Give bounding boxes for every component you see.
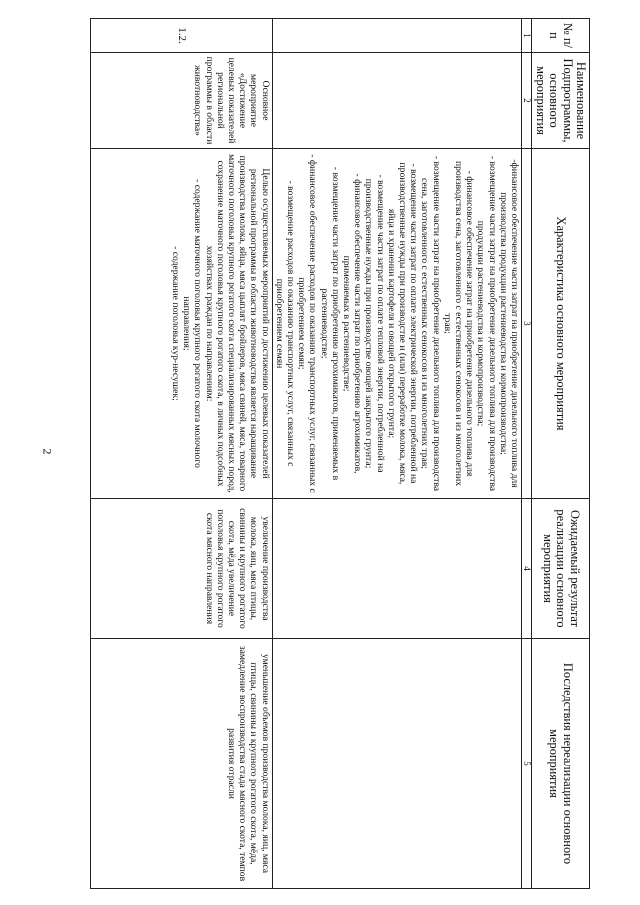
column-number: 1 — [522, 19, 532, 53]
row2-characteristic: Целью осуществляемых мероприятий по достижению целевых показателей региональной программы в области животноводства является наращивание производства молока, яйца, мяса цыплят бройлеров, мяса свиней, мяса, товарного маточного поголовья крупного рогатого скота специализированных мясных пород, сохранение маточного поголовья крупного рогатого скота, в личных подсобных хозяйствах граждан по направлениям: - содержание маточного поголовья крупного рогатого скота молочного направления; - содержание поголовья кур-несушек; — [91, 149, 273, 499]
column-number: 3 — [522, 149, 532, 499]
header-consequences: Последствия нереализации основного мероприятия — [532, 639, 590, 889]
measures-table — [90, 18, 590, 889]
column-number: 2 — [522, 53, 532, 149]
row1-no — [272, 19, 521, 53]
row1-consequences — [272, 639, 521, 889]
row1-name — [272, 53, 521, 149]
row1-characteristic: -финансовое обеспечение части затрат на приобретение дизельного топлива для производства продукции растениеводства и кормопроизводства; - возмещение части затрат на приобретение дизельного топлива для производства продукции растениеводства и кормопроизводства; - финансовое обеспечение затрат на приобретение дизельного топлива для производства сена, заготовленного с естественных сенокосов и из многолетних трав; - возмещение части затрат на приобретение дизельного топлива для производства сена, заготовленного с естественных сенокосов и из многолетних трав; - возмещение части затрат по оплате электрической энергии, потребленной на производственные нужды при производстве и (или) переработке молока, мяса, яйца и хранении картофеля и овощей открытого грунта; - возмещение части затрат по оплате тепловой энергии, потребленной на производственные нужды при производстве овощей закрытого грунта; - финансовое обеспечение части затрат по приобретению агрохимикатов, применяемых в растениеводстве; - возмещение части затрат по приобретению агрохимикатов, применяемых в растениеводстве; - финансовое обеспечение расходов по оказанию транспортных услуг, связанных с приобретением семян; - возмещение расходов по оказанию транспортных услуг, связанных с приобретением семян — [272, 149, 521, 499]
rotated-page — [90, 18, 590, 888]
table-row — [272, 19, 521, 889]
column-number-row — [522, 19, 532, 889]
row2-consequences: уменьшение объемов производства молока, яиц, мяса птицы, свинины и крупного рогатого скота, мёда, замедление воспроизводства стада мясного скота, темпов развития отрасли — [91, 639, 273, 889]
header-result: Ожидаемый результат реализации основного мероприятия — [532, 499, 590, 639]
header-characteristic: Характеристика основного мероприятия — [532, 149, 590, 499]
row1-result — [272, 499, 521, 639]
header-no: № п/п — [532, 19, 590, 53]
table-row — [91, 19, 273, 889]
row2-no: 1.2. — [91, 19, 273, 53]
row2-name: Основное мероприятие «Достижение целевых показателей региональной программы в области животноводства» — [91, 53, 273, 149]
row2-result: увеличение производства молока, яиц, мяса птицы, свинины и крупного рогатого скота, мёда увеличение поголовья крупного рогатого скота мясного направления — [91, 499, 273, 639]
header-name: Наименование Подпрограммы, основного мероприятия — [532, 53, 590, 149]
column-number: 4 — [522, 499, 532, 639]
column-number: 5 — [522, 639, 532, 889]
header-row — [532, 19, 590, 889]
page-number: 2 — [40, 448, 55, 455]
